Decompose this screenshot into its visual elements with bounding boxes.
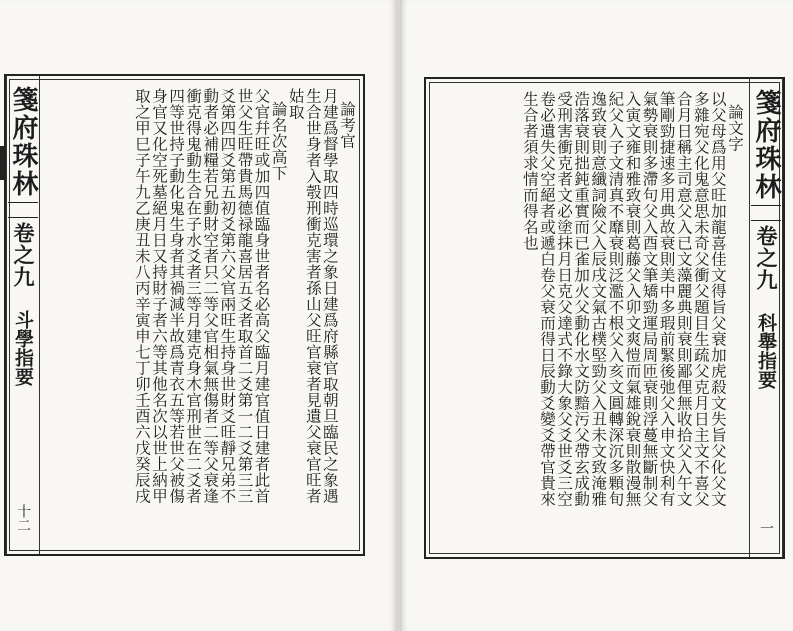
text-column: 合月日稱主司意父入已文藻麗典則衰則鄙俚無收拾父入午文 xyxy=(674,91,693,507)
section-heading: 論考官 xyxy=(338,101,356,149)
book-title: 箋府珠林 xyxy=(751,89,781,201)
text-column: 動者必補糧若兄動財空者只二等父官相氣無傷者二等父衰逢 xyxy=(201,88,220,504)
book-title: 箋府珠林 xyxy=(8,86,38,198)
fish-tail-mark xyxy=(8,202,38,218)
text-column: 入寅文雍和雅致衰則葛藤父入卯文爽愷而氣雄銳衰則散漫無 xyxy=(623,91,642,507)
text-column: 姑取 xyxy=(286,88,305,120)
text-column: 爻第四四爻第五初爻第六父官兩旺生持身世財爻旺靜兄弟不 xyxy=(218,88,237,504)
chapter-label: 斗學指要 xyxy=(12,310,34,386)
text-column: 衝克得鬼動生合在子水爻者三等月建克身木官刑世在二爻者 xyxy=(184,88,203,504)
right-page-banner xyxy=(749,79,783,557)
right-page xyxy=(400,0,793,631)
text-column: 生合者須求情而得名也 xyxy=(520,91,539,251)
volume-label: 卷之九 xyxy=(754,225,779,291)
fish-tail-mark xyxy=(751,205,781,221)
text-column: 身官又化空死墓絕月日又持財子者六等其他名次以世上納甲 xyxy=(149,88,168,504)
text-column: 浩落衰則拙鈍重實而已雀加火父動化水文防黯污父帶玄成動 xyxy=(572,91,591,507)
text-column: 紀父入子文清真不靡衰則泛濫不根父入亥文圓轉深沉多顆旬 xyxy=(606,91,625,507)
page-number: 十二 xyxy=(15,504,31,532)
text-column: 受刑害衝克者文必塗抹月日克父達式不錄大象父爻世爻三空 xyxy=(555,91,574,507)
text-column: 生合世身者入彀刑衝克害者孫山父旺官衰者見遺父衰官旺者 xyxy=(303,88,322,504)
left-page-text xyxy=(45,88,355,528)
text-column: 以父母爲用父旺加龍喜佳文得旨父衰加虎殺文失旨父化父文 xyxy=(708,91,727,507)
volume-label: 卷之九 xyxy=(11,222,36,288)
right-page-text xyxy=(433,91,743,531)
left-page-banner xyxy=(6,76,40,554)
text-column: 四等世持子動化鬼生身者其禍減半故爲青衣五等若世父被傷 xyxy=(167,88,186,504)
text-column: 逸致衰則意纖詞險父入辰戌文氣古樸堅勁父入丑未文致淹雅 xyxy=(589,91,608,507)
text-column: 卷必遺失父空絕者或遞白卷父衰而得日辰動爻變爻帶官貴來 xyxy=(537,91,556,507)
section-heading: 論文字 xyxy=(726,104,744,152)
page-number: 一 xyxy=(758,521,774,535)
text-column: 多雜宛父化鬼意思未奇父衝父題目生疏父克月日主文不喜父 xyxy=(691,91,710,507)
right-page-frame xyxy=(424,77,785,559)
text-column: 世父生旺帶貴馬德禄龍喜居五爻者取首二爻第一二爻第三三 xyxy=(235,88,254,504)
text-column: 取之甲巳子午九乙庚丑未八丙辛寅申七丁卯壬酉六戊癸辰戌 xyxy=(132,88,151,504)
text-column: 月建爲督學取四時巡環之象日建爲府縣官取朝旦臨民之象遇 xyxy=(320,88,339,504)
chapter-label: 科舉指要 xyxy=(755,313,777,389)
text-column: 筆剛勁捷速多用典故衰則美中多瑕前緊後弛父入申文快利有 xyxy=(657,91,676,507)
section-heading: 論名次高下 xyxy=(269,101,288,181)
left-page-frame xyxy=(4,74,365,556)
text-column: 氣勢衰則多滯句父入酉文筆矯勁運局周匝衰則浮蔓無斷制父 xyxy=(640,91,659,507)
text-column: 父官幷旺或加四值臨身世者名必高父臨月建官值日建者此首 xyxy=(252,88,271,504)
